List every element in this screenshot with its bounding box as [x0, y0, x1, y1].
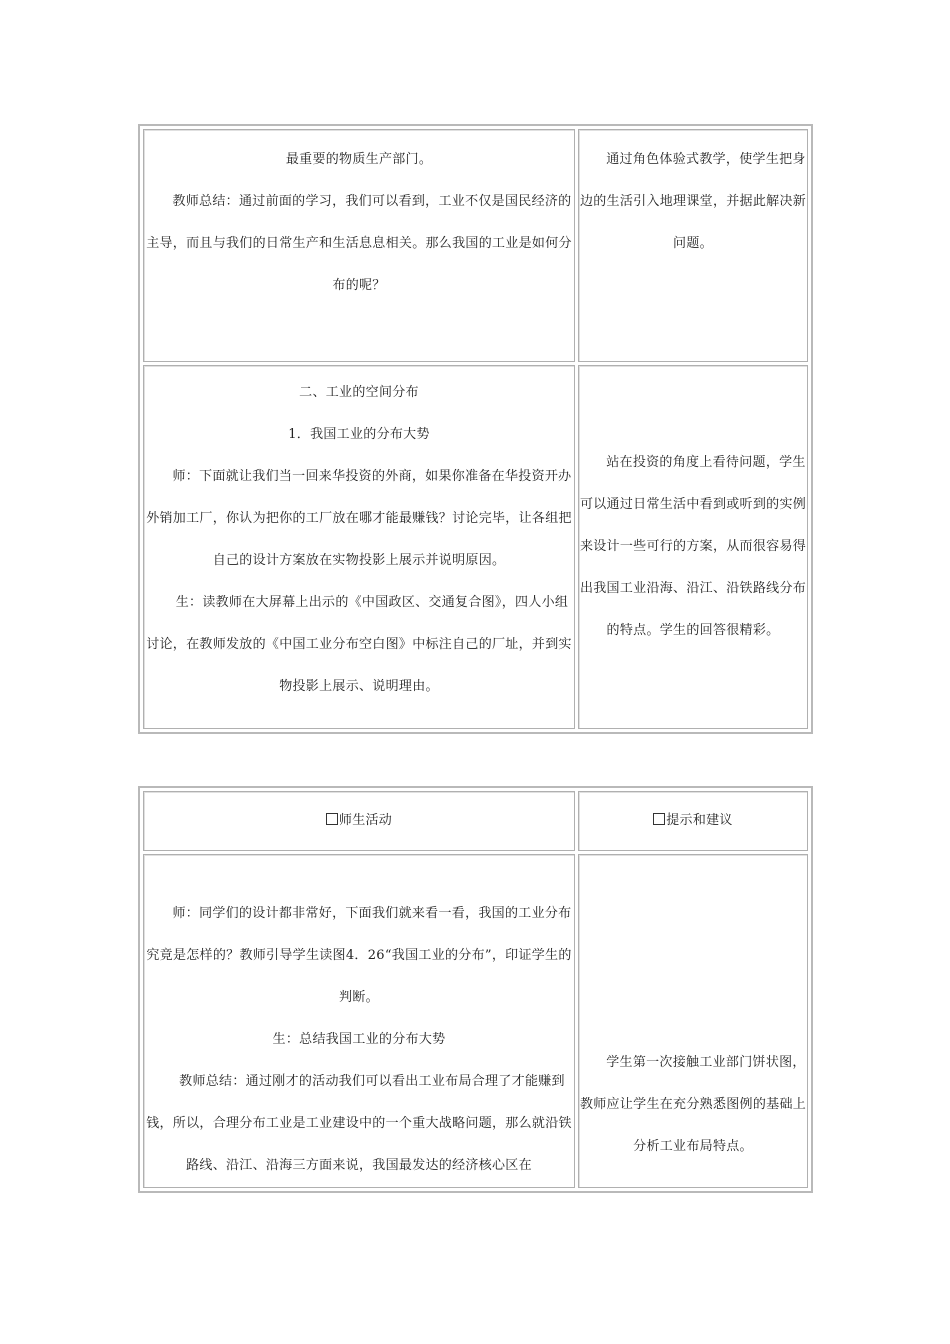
- suggestion-paragraph: 学生第一次接触工业部门饼状图，教师应让学生在充分熟悉图例的基础上分析工业布局特点。: [579, 1055, 807, 1154]
- table-row: [143, 365, 808, 729]
- suggestion-paragraph: 通过角色体验式教学，使学生把身边的生活引入地理课堂，并据此解决新问题。: [579, 152, 807, 251]
- section-heading: 二、工业的空间分布: [299, 385, 419, 400]
- activity-cell: [143, 365, 575, 729]
- table-row: [143, 129, 808, 362]
- suggestion-cell: [578, 365, 808, 729]
- table-header-row: [143, 791, 808, 851]
- teacher-paragraph: 师：下面就让我们当一回来华投资的外商，如果你准备在华投资开办外销加工厂，你认为把你的工厂放在哪才能最赚钱？讨论完毕，让各组把自己的设计方案放在实物投影上展示并说明原因。: [146, 469, 572, 568]
- student-paragraph: 生：读教师在大屏幕上出示的《中国政区、交通复合图》，四人小组讨论，在教师发放的《中国工业分布空白图》中标注自己的厂址，并到实物投影上展示、说明理由。: [146, 595, 572, 694]
- subsection-heading: 1．我国工业的分布大势: [288, 427, 430, 442]
- lesson-table-1: [138, 124, 813, 734]
- lesson-table-2: [138, 786, 813, 1193]
- suggestion-cell: [578, 854, 808, 1188]
- header-cell-activity: [143, 791, 575, 851]
- suggestion-cell: [578, 129, 808, 362]
- teacher-summary-paragraph: 教师总结：通过刚才的活动我们可以看出工业布局合理了才能赚到钱，所以，合理分布工业是工业建设中的一个重大战略问题，那么就沿铁路线、沿江、沿海三方面来说，我国最发达的经济核心区在: [146, 1074, 572, 1173]
- checkbox-icon: [326, 813, 338, 825]
- teacher-paragraph: 师：同学们的设计都非常好，下面我们就来看一看，我国的工业分布究竟是怎样的？教师引导学生读图4．26“我国工业的分布”，印证学生的判断。: [146, 906, 572, 1005]
- student-paragraph: 生：总结我国工业的分布大势: [272, 1032, 446, 1047]
- paragraph: 最重要的物质生产部门。: [285, 152, 433, 167]
- header-label: 提示和建议: [666, 813, 733, 828]
- table-row: [143, 854, 808, 1188]
- header-label: 师生活动: [338, 813, 393, 828]
- suggestion-paragraph: 站在投资的角度上看待问题，学生可以通过日常生活中看到或听到的实例来设计一些可行的方案，从而很容易得出我国工业沿海、沿江、沿铁路线分布的特点。学生的回答很精彩。: [579, 455, 807, 638]
- checkbox-icon: [653, 813, 665, 825]
- activity-cell: [143, 129, 575, 362]
- activity-cell: [143, 854, 575, 1188]
- teacher-summary-paragraph: 教师总结：通过前面的学习，我们可以看到，工业不仅是国民经济的主导，而且与我们的日常生产和生活息息相关。那么我国的工业是如何分布的呢？: [146, 194, 572, 293]
- header-cell-suggestion: [578, 791, 808, 851]
